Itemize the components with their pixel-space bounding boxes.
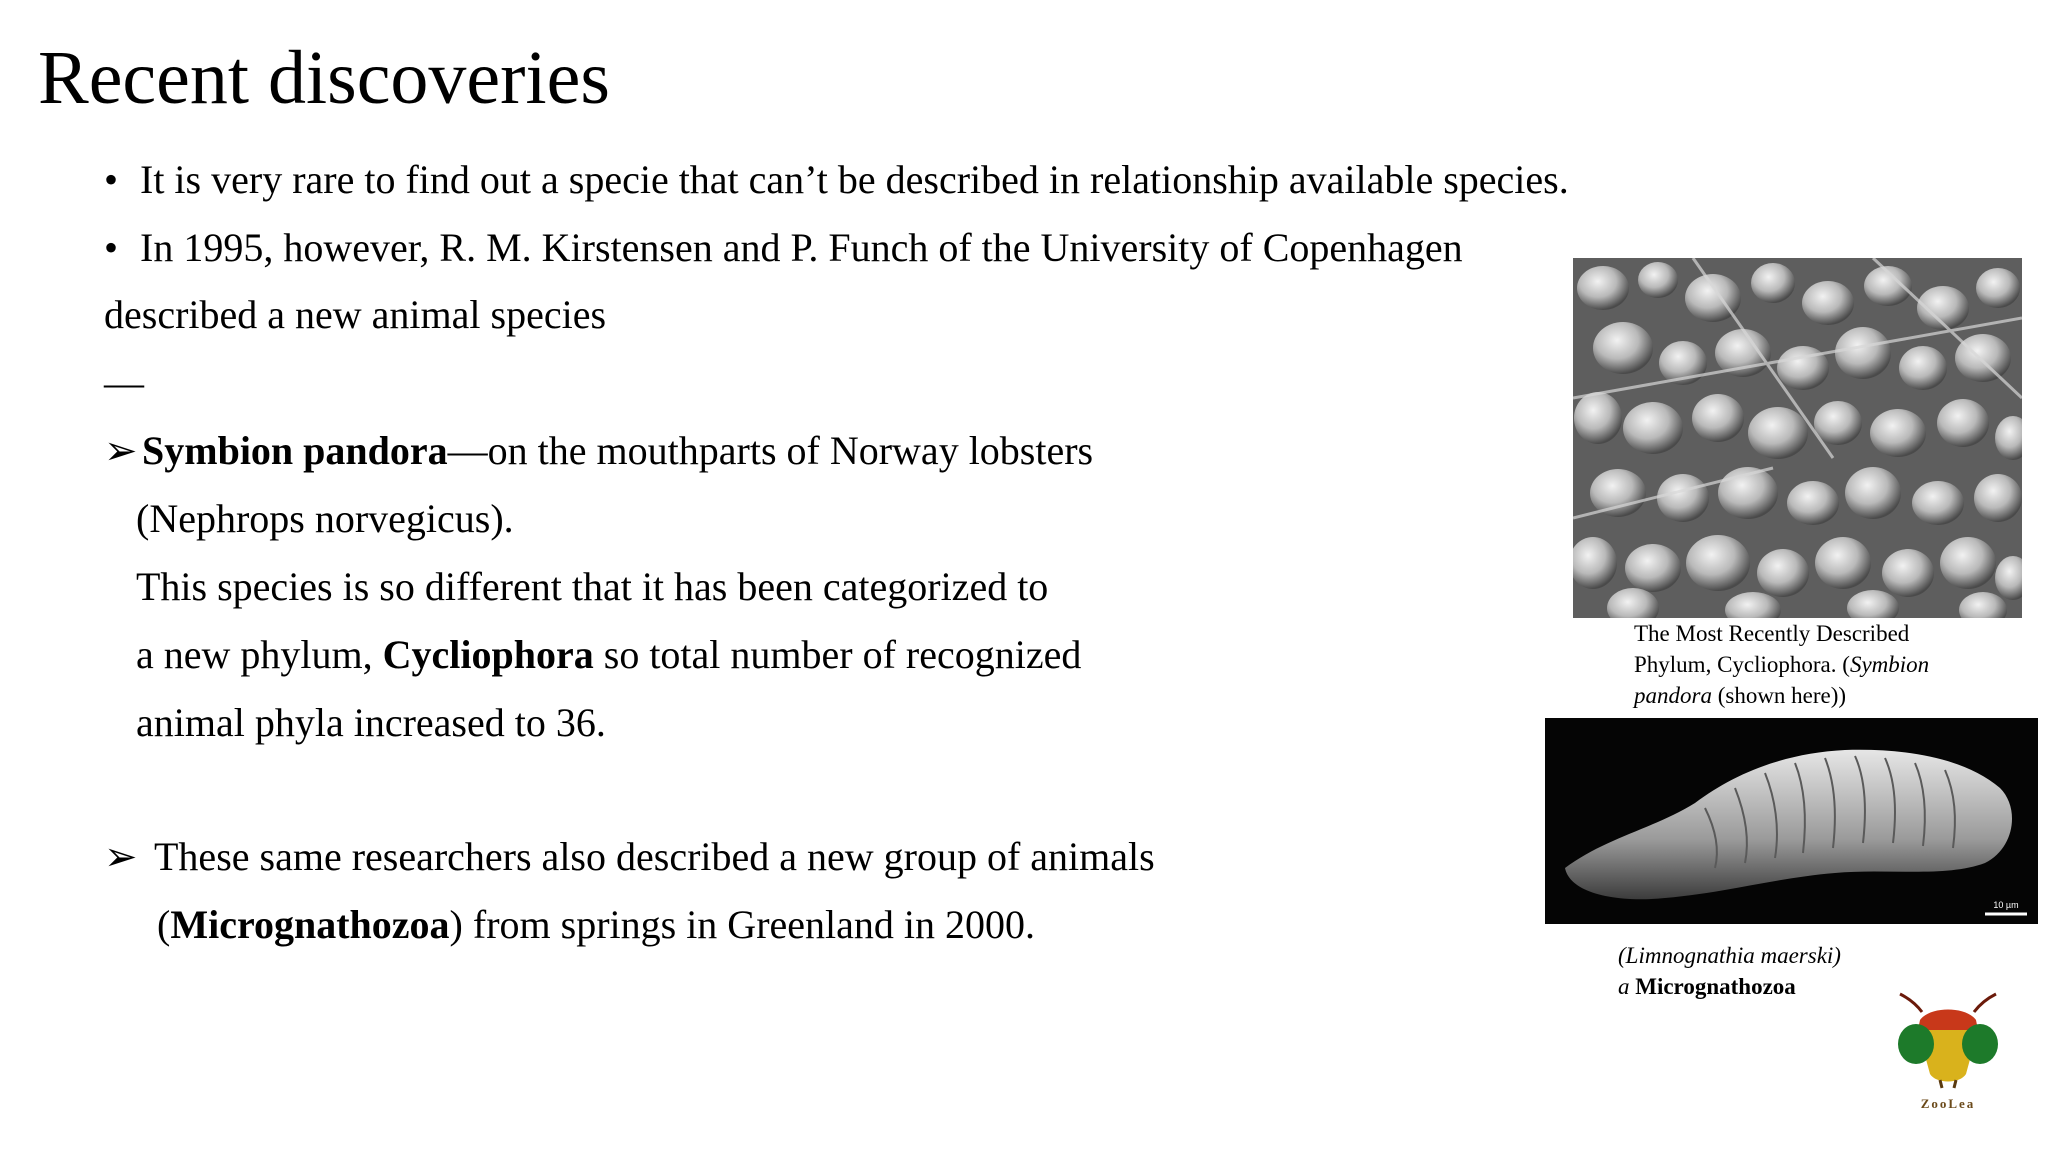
- em-dash-line: —: [104, 360, 144, 405]
- bullet-text: In 1995, however, R. M. Kirstensen and P. Funch of the University of Copenhagen: [140, 225, 1463, 270]
- symbion-line2: (Nephrops norvegicus).: [136, 496, 514, 541]
- symbion-line4-pre: a new phylum,: [136, 632, 383, 677]
- micrognathozoa-caption: [1618, 940, 1841, 1002]
- caption1-line2: [1634, 649, 1929, 680]
- caption2-line1: [1618, 940, 1841, 971]
- caption1-genus: Symbion: [1849, 652, 1930, 677]
- bullet-1995: [104, 225, 1463, 271]
- caption1-line3: [1634, 680, 1929, 711]
- micrognathozoa-graphic: [1545, 718, 2038, 924]
- symbion-line4: [136, 632, 1081, 678]
- symbion-sem-image: [1573, 258, 2022, 618]
- zoolea-logo: [1890, 984, 2006, 1114]
- caption1-species: pandora: [1634, 683, 1712, 708]
- caption1-line1: The Most Recently Described: [1634, 621, 1910, 646]
- bullet-text: It is very rare to find out a specie that can’t be described in relationship available species.: [140, 157, 1569, 202]
- caption1-line3-text: (shown here)): [1711, 683, 1847, 708]
- logo-text: ZooLea: [1920, 1096, 1976, 1111]
- scale-bar-label: 10 µm: [1993, 900, 2019, 910]
- micro-line1: These same researchers also described a new group of animals: [154, 834, 1155, 879]
- micro-line2-post: ) from springs in Greenland in 2000.: [449, 902, 1035, 947]
- caption2-article: a: [1618, 974, 1630, 999]
- bullet-dot: •: [104, 157, 119, 202]
- bullet-rare-species: [104, 157, 1569, 203]
- arrow-bullet-icon: ➢: [104, 834, 138, 879]
- symbion-line4-post: so total number of recognized: [593, 632, 1082, 677]
- micrognathozoa-sem-image: [1545, 718, 2038, 924]
- micro-line2: [157, 902, 1035, 948]
- micrognathozoa-term: Micrognathozoa: [170, 902, 450, 947]
- zoolea-logo-icon: [1890, 984, 2006, 1114]
- slide-title: Recent discoveries: [38, 36, 610, 120]
- arrow-bullet-icon: ➢: [104, 428, 138, 473]
- micro-heading: [104, 834, 1155, 880]
- bullet-dot: •: [104, 225, 119, 270]
- symbion-rest: —on the mouthparts of Norway lobsters: [447, 428, 1094, 473]
- caption2-line2: [1618, 971, 1841, 1002]
- micro-open-paren: (: [157, 902, 171, 947]
- caption2-phylum: Micrognathozoa: [1635, 974, 1796, 999]
- symbion-caption: [1634, 618, 1929, 711]
- symbion-heading: [104, 428, 1093, 474]
- cycliophora-term: Cycliophora: [382, 632, 594, 677]
- sem-texture-graphic: [1573, 258, 2022, 618]
- bullet-1995-continued: described a new animal species: [104, 292, 607, 337]
- caption1-line2-text: Phylum, Cycliophora. (: [1634, 652, 1850, 677]
- symbion-line3: This species is so different that it has been categorized to: [136, 564, 1049, 609]
- symbion-name: Symbion pandora: [142, 428, 448, 473]
- symbion-line5: animal phyla increased to 36.: [136, 700, 606, 745]
- caption2-species: (Limnognathia maerski): [1618, 943, 1841, 968]
